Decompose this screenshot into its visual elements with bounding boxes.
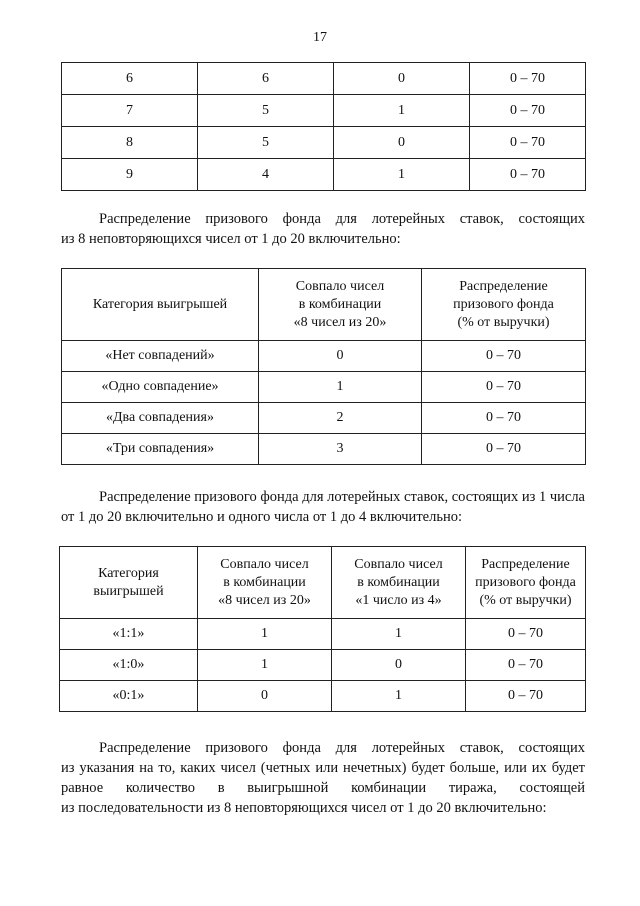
table-cell: 0 xyxy=(334,63,470,95)
table-cell: «1:0» xyxy=(60,650,198,681)
table-row xyxy=(62,372,586,403)
text-line: из 8 неповторяющихся чисел от 1 до 20 включительно: xyxy=(61,231,401,247)
table-row xyxy=(62,63,586,95)
table-2 xyxy=(61,268,586,465)
table-cell: 0 – 70 xyxy=(470,95,586,127)
table-cell: 0 xyxy=(259,341,422,372)
table-row xyxy=(62,127,586,159)
text-line: из последовательности из 8 неповторяющихся чисел от 1 до 20 включительно: xyxy=(61,800,547,816)
table-cell: «Нет совпадений» xyxy=(62,341,259,372)
table-row xyxy=(62,159,586,191)
table-row xyxy=(60,650,586,681)
column-header: Категория выигрышей xyxy=(60,547,198,619)
table-cell: 4 xyxy=(198,159,334,191)
table-cell: 0 xyxy=(332,650,466,681)
table-cell: 1 xyxy=(334,95,470,127)
table-row xyxy=(62,403,586,434)
paragraph-3 xyxy=(61,738,585,818)
table-cell: 0 – 70 xyxy=(470,159,586,191)
text-line: из указания на то, каких чисел (четных или нечетных) будет больше, или их будет xyxy=(61,760,585,776)
table-cell: 1 xyxy=(198,619,332,650)
table-cell: 0 – 70 xyxy=(466,650,586,681)
table-header-row xyxy=(60,547,586,619)
table-cell: 0 xyxy=(334,127,470,159)
table-cell: 0 – 70 xyxy=(466,681,586,712)
table-row xyxy=(60,619,586,650)
table-cell: 5 xyxy=(198,127,334,159)
table-cell: 5 xyxy=(198,95,334,127)
table-cell: 9 xyxy=(62,159,198,191)
column-header: Категория выигрышей xyxy=(62,269,259,341)
text-line: Распределение призового фонда для лотерейных ставок, состоящих xyxy=(99,211,585,227)
table-cell: 1 xyxy=(332,681,466,712)
table-cell: 0 – 70 xyxy=(422,403,586,434)
table-row xyxy=(62,95,586,127)
table-cell: 1 xyxy=(332,619,466,650)
table-cell: 0 – 70 xyxy=(422,434,586,465)
table-cell: 8 xyxy=(62,127,198,159)
paragraph-2 xyxy=(61,487,585,527)
table-cell: 6 xyxy=(198,63,334,95)
column-header: Совпало чисел в комбинации «1 число из 4» xyxy=(332,547,466,619)
table-cell: 1 xyxy=(334,159,470,191)
table-header-row xyxy=(62,269,586,341)
table-cell: 0 xyxy=(198,681,332,712)
table-cell: 0 – 70 xyxy=(470,127,586,159)
table-row xyxy=(60,681,586,712)
text-line: Распределение призового фонда для лотерейных ставок, состоящих xyxy=(99,740,585,756)
table-cell: 0 – 70 xyxy=(422,341,586,372)
column-header: Совпало чисел в комбинации «8 чисел из 20» xyxy=(259,269,422,341)
table-1 xyxy=(61,62,586,191)
table-cell: «Три совпадения» xyxy=(62,434,259,465)
table-cell: 7 xyxy=(62,95,198,127)
text-line: от 1 до 20 включительно и одного числа от 1 до 4 включительно: xyxy=(61,509,462,525)
text-line: равное количество в выигрышной комбинации тиража, состоящей xyxy=(61,780,585,796)
table-3 xyxy=(59,546,586,712)
column-header: Совпало чисел в комбинации «8 чисел из 20» xyxy=(198,547,332,619)
column-header: Распределение призового фонда (% от выручки) xyxy=(466,547,586,619)
text-line: Распределение призового фонда для лотерейных ставок, состоящих из 1 числа xyxy=(99,489,585,505)
table-row xyxy=(62,434,586,465)
table-cell: «0:1» xyxy=(60,681,198,712)
table-cell: 0 – 70 xyxy=(470,63,586,95)
page-number: 17 xyxy=(313,30,327,45)
table-cell: 1 xyxy=(198,650,332,681)
table-cell: 3 xyxy=(259,434,422,465)
table-cell: 6 xyxy=(62,63,198,95)
table-cell: «Одно совпадение» xyxy=(62,372,259,403)
column-header: Распределение призового фонда (% от выручки) xyxy=(422,269,586,341)
table-cell: 2 xyxy=(259,403,422,434)
table-row xyxy=(62,341,586,372)
table-cell: 0 – 70 xyxy=(466,619,586,650)
table-cell: 1 xyxy=(259,372,422,403)
table-cell: 0 – 70 xyxy=(422,372,586,403)
paragraph-1 xyxy=(61,209,585,249)
table-cell: «1:1» xyxy=(60,619,198,650)
table-cell: «Два совпадения» xyxy=(62,403,259,434)
